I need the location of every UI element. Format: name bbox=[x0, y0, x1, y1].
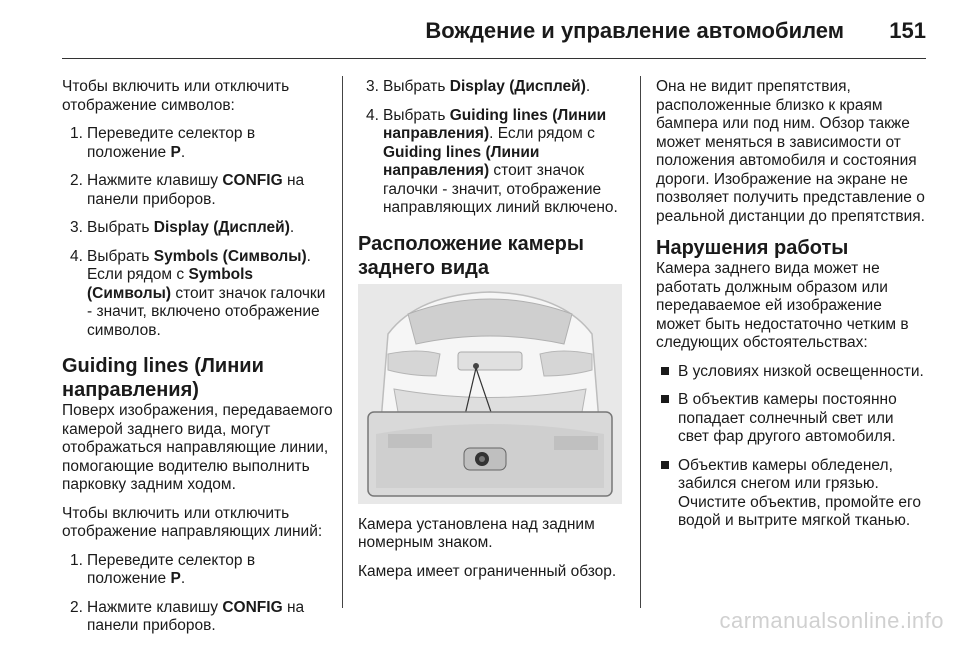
column-3 bbox=[656, 78, 928, 541]
figure-caption-2: Камера имеет ограниченный обзор. bbox=[358, 562, 617, 580]
list-item: 2. Нажмите клавишу CONFIG на панели приборов. bbox=[70, 598, 305, 634]
col3-para2: Камера заднего вида может не работать должным образом или передаваемое ей изображение может быть недостаточно четким в следующих обстоятельствах: bbox=[656, 260, 909, 351]
col3-bullets bbox=[656, 363, 928, 531]
car-rear-drawing bbox=[358, 284, 622, 504]
col3-para1: Она не видит препятствия, расположенные близко к краям бампера или под ним. Обзор также может меняться в зависимости от положения автомобиля и состояния дороги. Изображение на экране не позволяет получить представление о реальной дистанции до препятствия. bbox=[656, 78, 925, 225]
bullet-square-icon bbox=[661, 461, 669, 469]
column-2 bbox=[358, 78, 624, 591]
list-item: 4. Выбрать Symbols (Символы). Если рядом с Symbols (Символы) стоит значок галочки - значит, включено отображение символов. bbox=[70, 247, 326, 339]
col1-para1: Поверх изображения, передаваемого камерой заднего вида, могут отображаться направляющие линии, помогающие водителю выполнить парковку задним ходом. bbox=[62, 402, 333, 493]
page-number: 151 bbox=[889, 18, 926, 43]
list-item: В объектив камеры постоянно попадает солнечный свет или свет фар другого автомобиля. bbox=[656, 391, 928, 447]
section-heading-guiding-lines: Guiding lines (Линии направления) bbox=[62, 355, 264, 401]
col2-steps bbox=[358, 78, 624, 218]
header-divider bbox=[62, 58, 926, 59]
list-item: 3. Выбрать Display (Дисплей). bbox=[366, 78, 591, 95]
col1-steps bbox=[62, 125, 334, 340]
list-item: 2. Нажмите клавишу CONFIG на панели приборов. bbox=[70, 172, 305, 208]
col1-intro: Чтобы включить или отключить отображение символов: bbox=[62, 78, 290, 114]
column-divider-2 bbox=[640, 76, 641, 608]
list-item: 1. Переведите селектор в положение P. bbox=[70, 551, 256, 587]
section-heading-camera-location: Расположение камеры заднего вида bbox=[358, 232, 584, 279]
site-watermark: carmanualsonline.info bbox=[719, 608, 944, 633]
col1-para2: Чтобы включить или отключить отображение направляющих линий: bbox=[62, 504, 323, 540]
list-item: В условиях низкой освещенности. bbox=[656, 363, 928, 382]
column-divider-1 bbox=[342, 76, 343, 608]
section-heading-malfunctions: Нарушения работы bbox=[656, 237, 849, 259]
bullet-square-icon bbox=[661, 367, 669, 375]
page-header bbox=[0, 0, 960, 70]
figure-caption-1: Камера установлена над задним номерным знаком. bbox=[358, 515, 595, 551]
list-item: 1. Переведите селектор в положение P. bbox=[70, 125, 256, 161]
list-item: 4. Выбрать Guiding lines (Линии направления). Если рядом с Guiding lines (Линии направления) стоит значок галочки - значит, отображение направляющих линий включено. bbox=[366, 106, 618, 216]
list-item: Объектив камеры обледенел, забился снегом или грязью. Очистите объектив, промойте его водой и вытрите мягкой тканью. bbox=[656, 457, 928, 531]
col1-steps2 bbox=[62, 552, 334, 636]
page-title: Вождение и управление автомобилем bbox=[425, 18, 844, 43]
column-1 bbox=[62, 78, 334, 646]
bullet-square-icon bbox=[661, 395, 669, 403]
list-item: 3. Выбрать Display (Дисплей). bbox=[70, 219, 295, 236]
rear-camera-illustration bbox=[358, 284, 622, 504]
